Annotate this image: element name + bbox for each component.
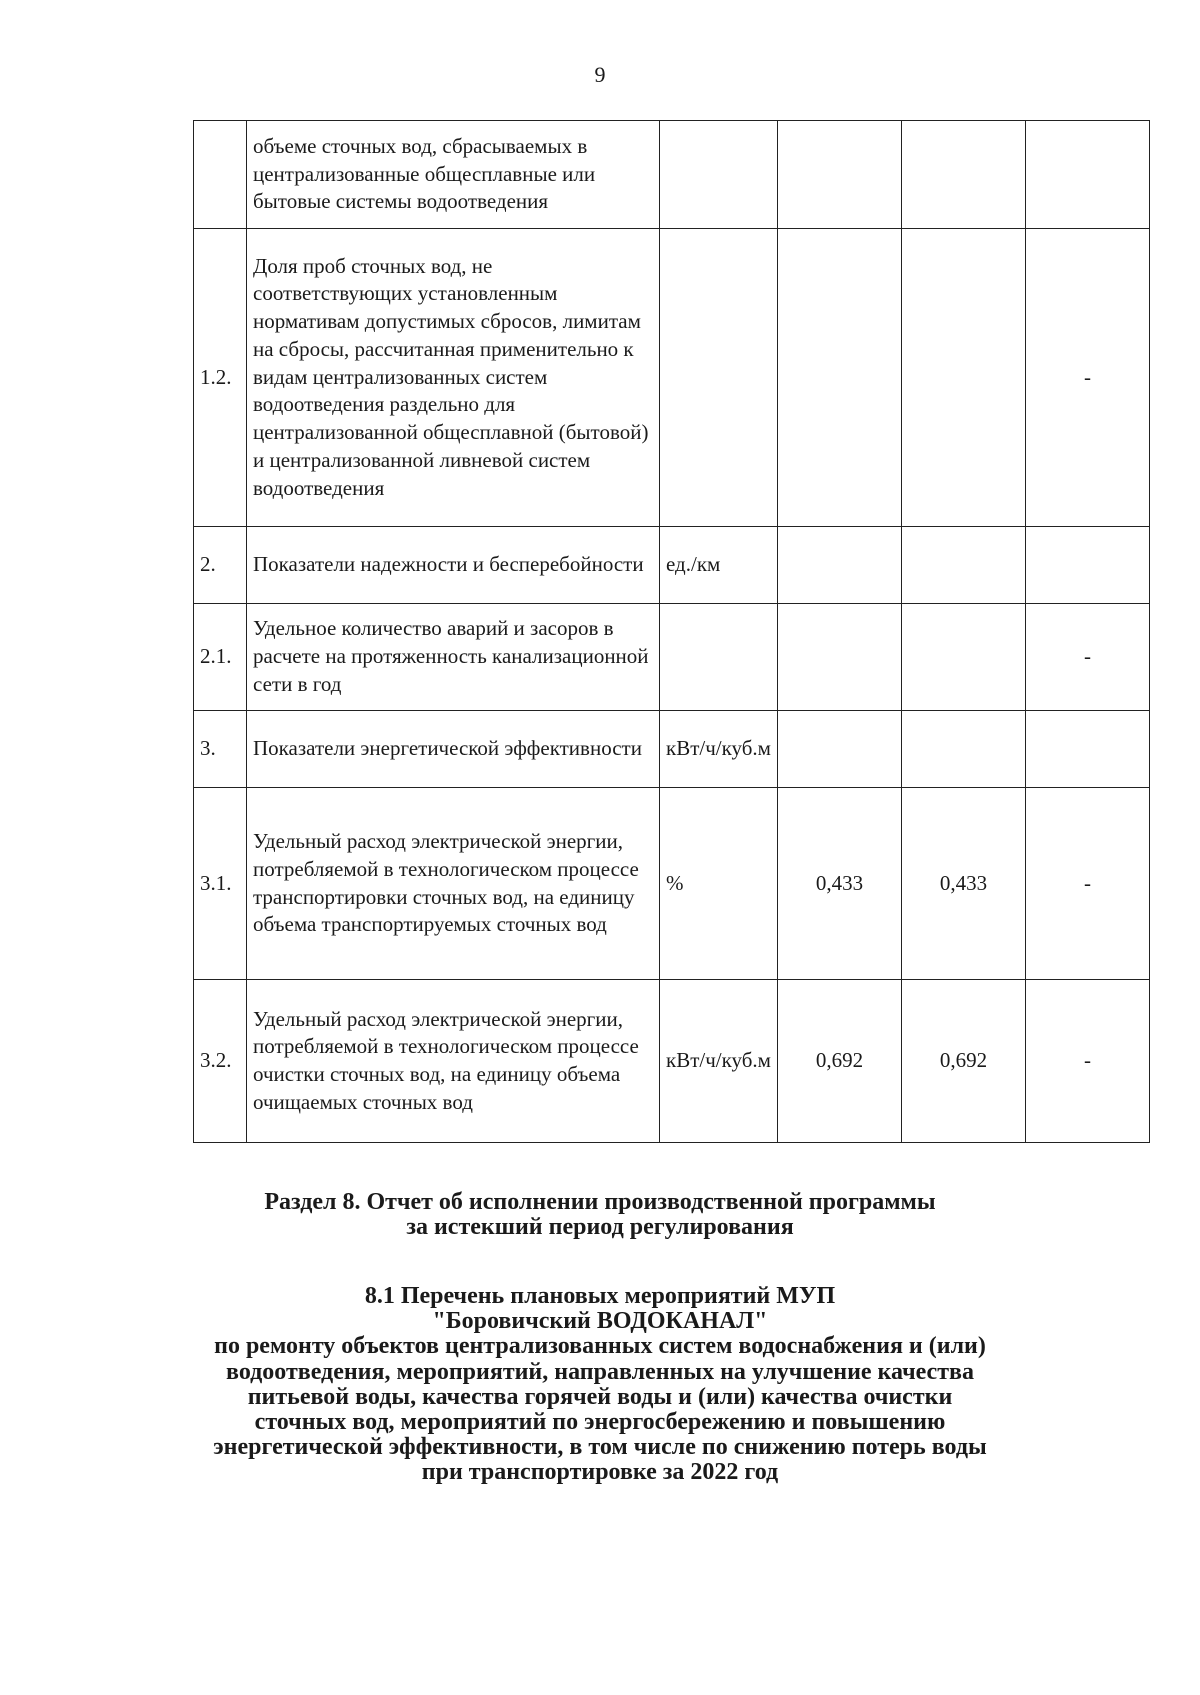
section-8-1-title: [0, 1284, 1200, 1486]
section-8-title: [0, 1190, 1200, 1240]
table-row: [194, 980, 1150, 1143]
table-row: [194, 788, 1150, 980]
table-row: [194, 527, 1150, 604]
row-number: 1.2.: [194, 229, 247, 527]
indicator-name: Удельное количество аварий и засоров в расчете на протяженность канализационной сети в год: [247, 604, 660, 711]
value-cell: 0,692: [902, 980, 1026, 1143]
row-number: 2.: [194, 527, 247, 604]
indicator-name: Показатели энергетической эффективности: [247, 711, 660, 788]
indicator-name: Доля проб сточных вод, не соответствующих установленным нормативам допустимых сбросов, лимитам на сбросы, рассчитанная применительно к видам централизованных систем водоотведения раздельно для централизованной общесплавной (бытовой) и централизованной ливневой систем водоотведения: [247, 229, 660, 527]
section-8-1-line: "Боровичский ВОДОКАНАЛ": [432, 1308, 768, 1335]
value-cell: [778, 121, 902, 229]
indicator-name: Удельный расход электрической энергии, потребляемой в технологическом процессе очистки сточных вод, на единицу объема очищаемых сточных вод: [247, 980, 660, 1143]
value-cell: [1026, 121, 1150, 229]
value-cell: [902, 604, 1026, 711]
value-cell: -: [1026, 788, 1150, 980]
unit-of-measure: ед./км: [660, 527, 778, 604]
section-8-title-line-2: за истекший период регулирования: [406, 1214, 794, 1241]
value-cell: [902, 527, 1026, 604]
unit-of-measure: кВт/ч/куб.м: [660, 980, 778, 1143]
row-number: 3.: [194, 711, 247, 788]
row-number: [194, 121, 247, 229]
value-cell: -: [1026, 604, 1150, 711]
value-cell: [778, 711, 902, 788]
unit-of-measure: [660, 121, 778, 229]
value-cell: [902, 121, 1026, 229]
unit-of-measure: [660, 604, 778, 711]
table-row: [194, 229, 1150, 527]
indicator-name: Показатели надежности и бесперебойности: [247, 527, 660, 604]
value-cell: [902, 711, 1026, 788]
value-cell: [778, 229, 902, 527]
row-number: 2.1.: [194, 604, 247, 711]
section-8-1-line: питьевой воды, качества горячей воды и (или) качества очистки: [247, 1383, 953, 1410]
indicators-table: [193, 120, 1150, 1143]
unit-of-measure: [660, 229, 778, 527]
section-8-1-line: по ремонту объектов централизованных систем водоснабжения и (или): [214, 1333, 986, 1360]
section-8-1-line: сточных вод, мероприятий по энергосбережению и повышению: [254, 1408, 946, 1435]
value-cell: [778, 527, 902, 604]
unit-of-measure: кВт/ч/куб.м: [660, 711, 778, 788]
table-row: [194, 604, 1150, 711]
indicator-name: объеме сточных вод, сбрасываемых в централизованные общесплавные или бытовые системы водоотведения: [247, 121, 660, 229]
value-cell: [778, 604, 902, 711]
value-cell: -: [1026, 229, 1150, 527]
value-cell: 0,433: [902, 788, 1026, 980]
section-8-1-line: водоотведения, мероприятий, направленных на улучшение качества: [226, 1358, 974, 1385]
section-8-1-line: при транспортировке за 2022 год: [421, 1459, 779, 1486]
value-cell: [902, 229, 1026, 527]
page-number: 9: [594, 62, 606, 87]
section-8-title-line-1: Раздел 8. Отчет об исполнении производственной программы: [264, 1189, 936, 1215]
table-row: [194, 121, 1150, 229]
section-8-1-line: 8.1 Перечень плановых мероприятий МУП: [364, 1283, 836, 1309]
indicator-name: Удельный расход электрической энергии, потребляемой в технологическом процессе транспортировки сточных вод, на единицу объема транспортируемых сточных вод: [247, 788, 660, 980]
unit-of-measure: %: [660, 788, 778, 980]
row-number: 3.1.: [194, 788, 247, 980]
table-row: [194, 711, 1150, 788]
section-8-1-line: энергетической эффективности, в том числе по снижению потерь воды: [213, 1434, 987, 1461]
value-cell: 0,692: [778, 980, 902, 1143]
value-cell: [1026, 527, 1150, 604]
value-cell: 0,433: [778, 788, 902, 980]
value-cell: [1026, 711, 1150, 788]
value-cell: -: [1026, 980, 1150, 1143]
row-number: 3.2.: [194, 980, 247, 1143]
